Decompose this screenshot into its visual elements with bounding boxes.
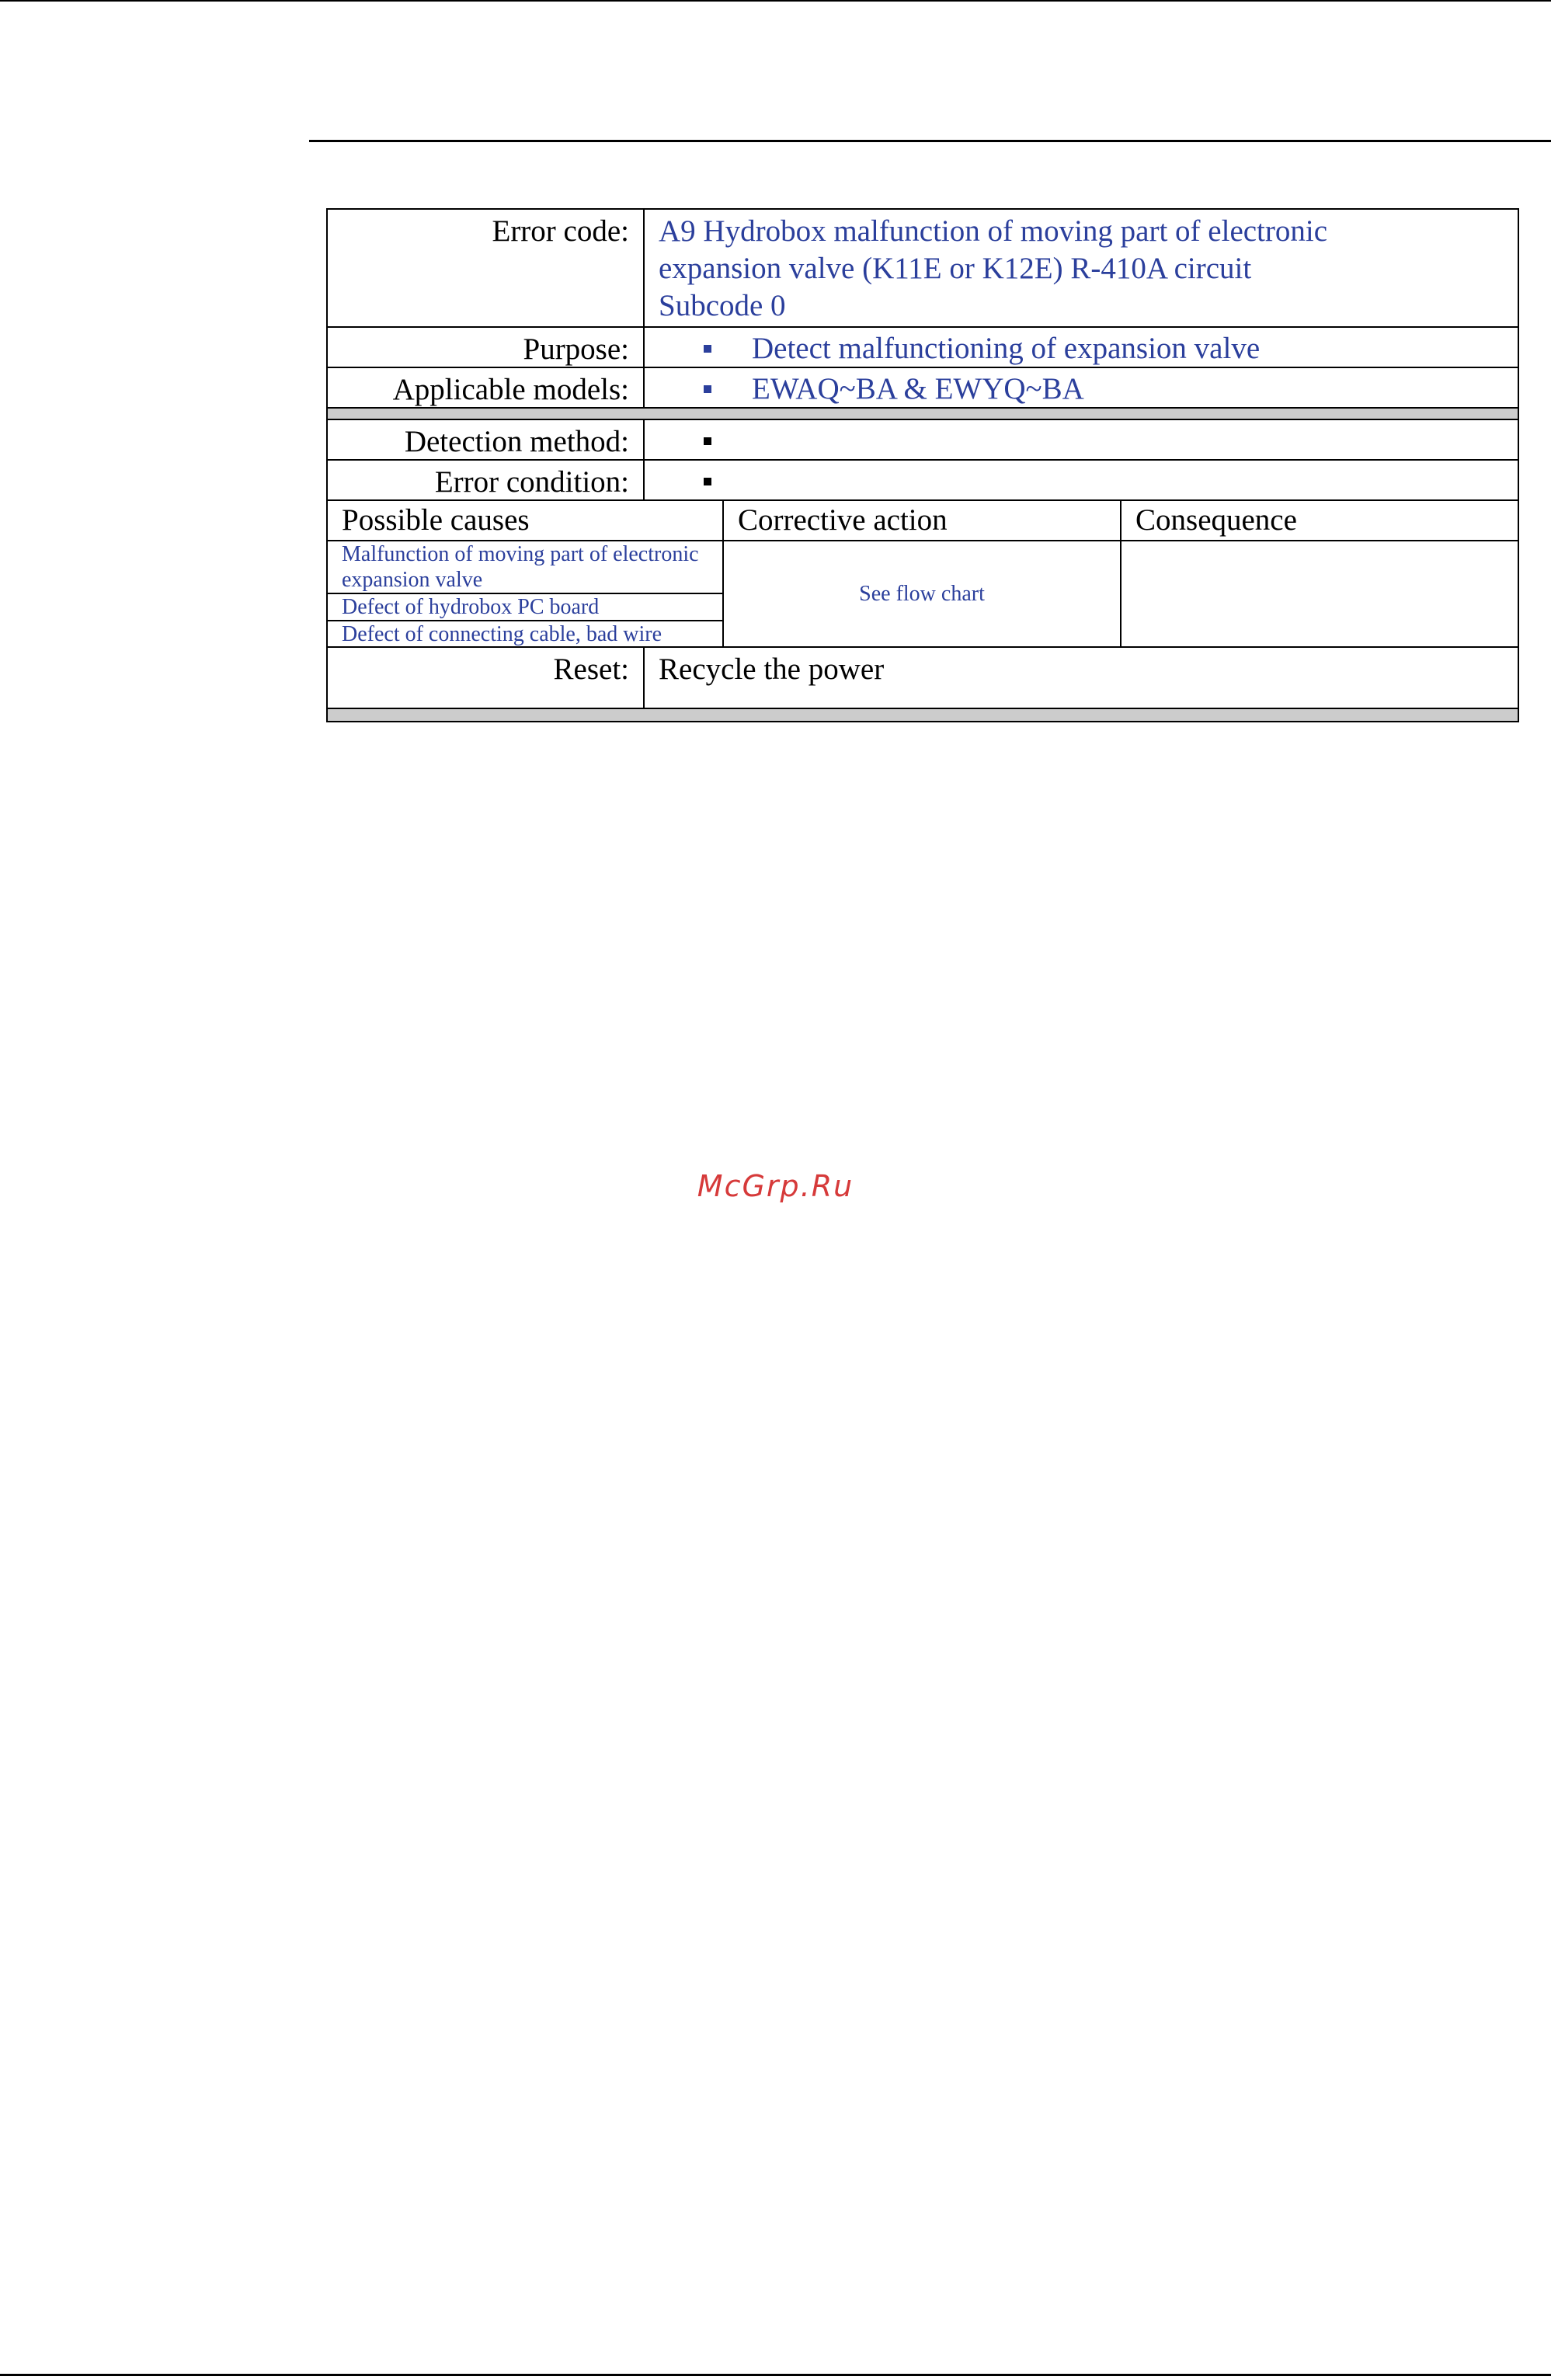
models-value-cell [645,368,1518,407]
cause-item: Malfunction of moving part of electronic expansion valve [328,541,722,594]
header-rule [309,140,1551,142]
watermark: McGrp.Ru [697,1169,854,1203]
detection-label: Detection method: [328,420,645,459]
bullet-icon [704,385,711,393]
condition-label: Error condition: [328,461,645,499]
cause-item: Defect of hydrobox PC board [328,594,722,621]
models-value: EWAQ~BA & EWYQ~BA [752,372,1084,405]
models-label: Applicable models: [328,368,645,407]
consequence-cell [1122,541,1518,646]
models-row [328,368,1518,409]
bullet-icon [704,478,711,485]
column-header-consequence: Consequence [1135,503,1297,537]
section-separator [328,709,1518,721]
columns-header-row [328,501,1518,541]
error-code-line: A9 Hydrobox malfunction of moving part of electronic [659,214,1328,248]
error-code-table [326,208,1519,722]
corrective-action-cell [724,541,1122,646]
reset-value: Recycle the power [659,652,885,686]
bottom-rule [0,2374,1551,2376]
bullet-icon [704,437,711,445]
purpose-label: Purpose: [328,328,645,367]
causes-cell [328,541,724,646]
purpose-row [328,328,1518,368]
reset-label: Reset: [328,648,645,708]
error-code-line: Subcode 0 [659,289,786,322]
condition-value-cell [645,461,1518,499]
error-code-value [645,210,1518,326]
error-code-label: Error code: [328,210,645,326]
condition-row [328,461,1518,501]
bullet-icon [704,345,711,353]
error-code-line: expansion valve (K11E or K12E) R-410A circuit [659,252,1252,285]
reset-row [328,648,1518,709]
detection-row [328,420,1518,461]
causes-row [328,541,1518,648]
cause-item: Defect of connecting cable, bad wire [342,622,662,646]
column-header-action: Corrective action [724,501,1122,540]
corrective-action-text: See flow chart [859,581,985,606]
column-header-causes: Possible causes [328,501,724,540]
top-rule [0,0,1551,2]
section-separator [328,409,1518,420]
purpose-value-cell [645,328,1518,367]
detection-value-cell [645,420,1518,459]
purpose-value: Detect malfunctioning of expansion valve [752,332,1261,365]
error-code-row [328,210,1518,328]
